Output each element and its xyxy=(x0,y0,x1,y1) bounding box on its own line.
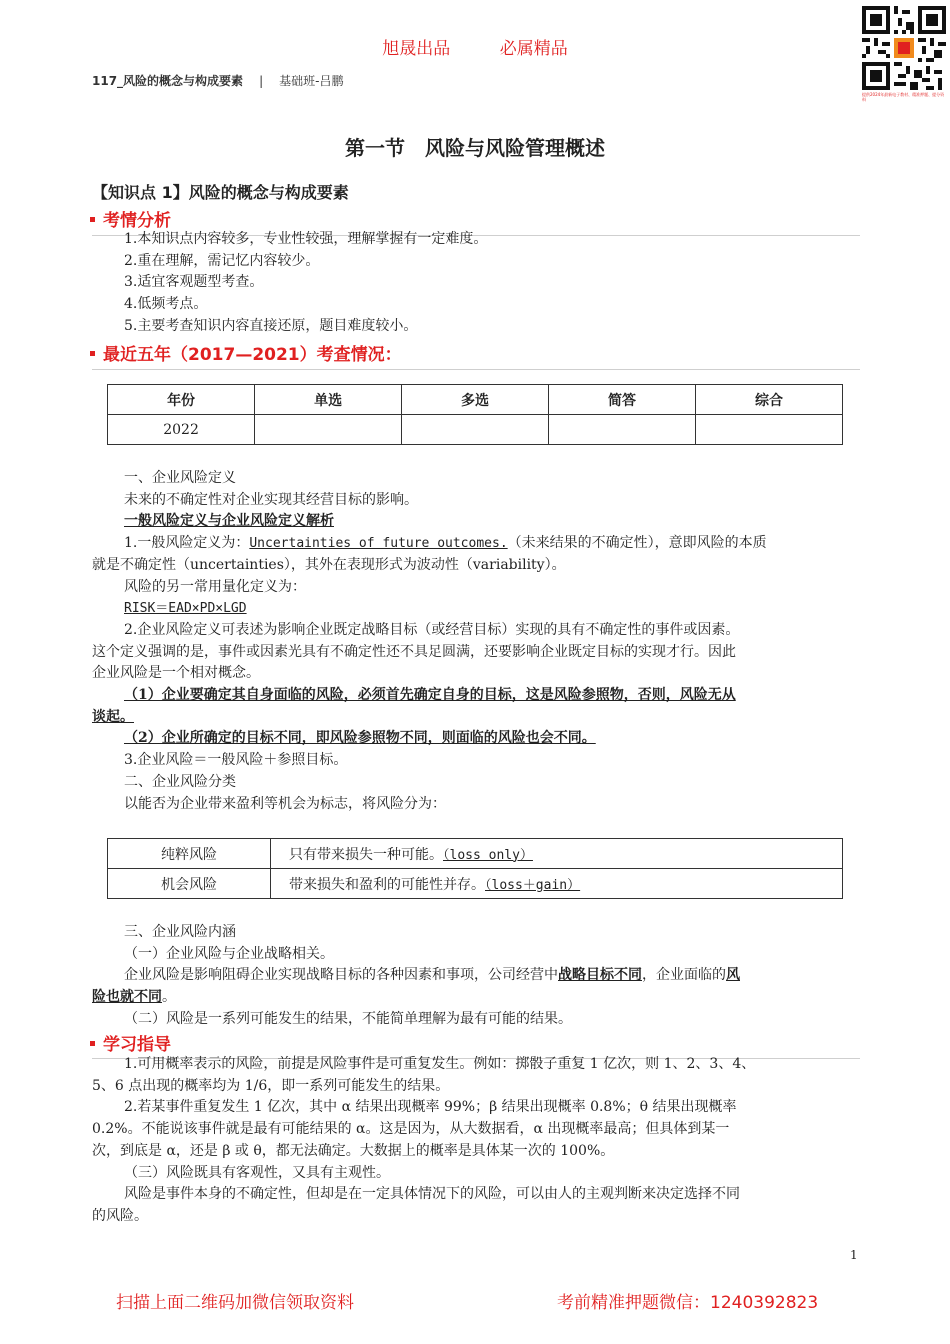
exam-analysis-heading xyxy=(90,206,171,231)
table-row xyxy=(108,839,843,869)
text-span: 企业风险是影响阻碍企业实现战略目标的各种因素和事项，公司经营中 xyxy=(124,967,558,984)
exam-history-heading xyxy=(90,340,402,365)
table-cell xyxy=(695,415,842,445)
table-header-cell: 单选 xyxy=(255,385,402,415)
paragraph: （一）企业风险与企业战略相关。 xyxy=(124,945,334,962)
table-cell xyxy=(271,839,843,869)
table-cell xyxy=(271,869,843,899)
study-guide-label: 学习指导 xyxy=(103,1035,171,1055)
table-cell: 2022 xyxy=(108,415,255,445)
list-item: 2.重在理解，需记忆内容较少。 xyxy=(124,252,320,269)
subheading-analysis: 一般风险定义与企业风险定义解析 xyxy=(124,513,334,530)
list-item: 3.适宜客观题型考查。 xyxy=(124,274,264,291)
page-title xyxy=(0,132,950,161)
exam-history-label: 最近五年（2017—2021）考查情况： xyxy=(103,345,402,365)
knowledge-point-heading: 【知识点 1】风险的概念与构成要素 xyxy=(92,183,349,202)
subheading-connotation: 三、企业风险内涵 xyxy=(124,924,236,940)
table-header-cell: 综合 xyxy=(695,385,842,415)
table-row xyxy=(108,415,843,445)
teacher-name: 基础班-吕鹏 xyxy=(279,74,344,88)
table-header-cell: 简答 xyxy=(549,385,696,415)
qr-caption: 提供2024年最新电子教材、精准押题、提分资料 xyxy=(862,92,945,102)
table-header-cell: 多选 xyxy=(402,385,549,415)
emphasis-paragraph: （1）企业要确定其自身面临的风险，必须首先确定自身的目标，这是风险参照物，否则，风险无从 xyxy=(124,687,736,704)
running-header xyxy=(92,72,343,89)
paragraph: 的风险。 xyxy=(92,1207,148,1224)
section-title: 风险与风险管理概述 xyxy=(425,136,605,160)
paragraph: 5、6 点出现的概率均为 1/6，即一系列可能发生的结果。 xyxy=(92,1077,450,1094)
text-span: ，企业面临的 xyxy=(642,967,726,984)
paragraph: （三）风险既具有客观性，又具有主观性。 xyxy=(124,1164,390,1181)
paragraph: 风险是事件本身的不确定性，但却是在一定具体情况下的风险，可以由人的主观判断来决定选择不同 xyxy=(124,1186,740,1203)
paragraph: 以能否为企业带来盈利等机会为标志，将风险分为： xyxy=(124,795,446,812)
table-header-row xyxy=(108,385,843,415)
emphasis-text: 风 xyxy=(726,967,740,984)
brand-banner xyxy=(0,34,950,59)
brand-right: 必属精品 xyxy=(499,39,568,59)
table-cell xyxy=(255,415,402,445)
paragraph: 3.企业风险＝一般风险＋参照目标。 xyxy=(124,752,348,769)
paragraph: 2.若某事件重复发生 1 亿次，其中 α 结果出现概率 99%；β 结果出现概率 0.8%；θ 结果出现概率 xyxy=(124,1099,737,1116)
qr-code-icon xyxy=(862,6,946,90)
list-item: 4.低频考点。 xyxy=(124,296,208,313)
course-title: 117_风险的概念与构成要素 xyxy=(92,74,244,88)
table-header-cell: 年份 xyxy=(108,385,255,415)
text-span: 带来损失和盈利的可能性并存。 xyxy=(289,876,485,893)
page-number: 1 xyxy=(850,1248,858,1262)
formula-text: RISK＝EAD×PD×LGD xyxy=(124,601,247,617)
list-item: 1.本知识点内容较多，专业性较强，理解掌握有一定难度。 xyxy=(124,231,488,247)
body-text-block-2 xyxy=(92,922,862,1031)
exam-analysis-label: 考情分析 xyxy=(103,211,171,231)
divider xyxy=(92,369,860,370)
text-span: 只有带来损失一种可能。 xyxy=(289,846,443,863)
table-cell xyxy=(402,415,549,445)
risk-formula xyxy=(92,598,862,620)
paragraph: 就是不确定性（uncertainties），其外在表现形式为波动性（variability）。 xyxy=(92,556,566,573)
exam-analysis-list xyxy=(92,229,862,338)
text-span: （loss＋gain） xyxy=(485,877,581,893)
header-separator: | xyxy=(259,74,264,88)
square-bullet-icon xyxy=(90,1041,95,1046)
section-number: 第一节 xyxy=(345,136,405,160)
subheading-definition: 一、企业风险定义 xyxy=(124,470,236,486)
emphasis-text: 战略目标不同 xyxy=(558,967,642,984)
paragraph: （二）风险是一系列可能发生的结果，不能简单理解为最有可能的结果。 xyxy=(124,1010,572,1027)
text-span: 。 xyxy=(162,989,176,1006)
emphasis-paragraph: （2）企业所确定的目标不同，即风险参照物不同，则面临的风险也会不同。 xyxy=(124,730,596,747)
brand-left: 旭晟出品 xyxy=(382,39,451,59)
paragraph: 未来的不确定性对企业实现其经营目标的影响。 xyxy=(124,491,418,508)
square-bullet-icon xyxy=(90,351,95,356)
paragraph: 1.可用概率表示的风险，前提是风险事件是可重复发生。例如：掷骰子重复 1 亿次，则 1、2、3、4、 xyxy=(124,1056,756,1072)
study-guide-text xyxy=(92,1054,862,1228)
text-span: （未来结果的不确定性），意即风险的本质 xyxy=(507,535,767,552)
square-bullet-icon xyxy=(90,217,95,222)
table-row xyxy=(108,869,843,899)
paragraph xyxy=(92,533,862,555)
risk-classification-table xyxy=(107,838,843,899)
paragraph: 风险的另一常用量化定义为： xyxy=(124,578,306,595)
paragraph xyxy=(92,965,862,987)
paragraph: 0.2%。不能说该事件就是最有可能结果的 α。这是因为，从大数据看，α 出现概率最高；但具体到某一 xyxy=(92,1121,730,1138)
paragraph xyxy=(92,987,862,1009)
exam-history-table xyxy=(107,384,843,445)
emphasis-text: 险也就不同 xyxy=(92,989,162,1006)
body-text-block-1 xyxy=(92,468,862,815)
footer-right: 考前精准押题微信：1240392823 xyxy=(557,1293,819,1313)
study-guide-heading xyxy=(90,1030,171,1055)
table-cell: 机会风险 xyxy=(108,869,271,899)
qr-code-image xyxy=(862,6,946,90)
paragraph: 2.企业风险定义可表述为影响企业既定战略目标（或经营目标）实现的具有不确定性的事件或因素。 xyxy=(124,621,740,638)
paragraph: 企业风险是一个相对概念。 xyxy=(92,665,260,682)
table-cell xyxy=(549,415,696,445)
table-cell: 纯粹风险 xyxy=(108,839,271,869)
text-span: 1.一般风险定义为： xyxy=(124,535,250,552)
subheading-classification: 二、企业风险分类 xyxy=(124,773,236,790)
english-definition: Uncertainties of future outcomes. xyxy=(249,536,508,552)
paragraph: 这个定义强调的是，事件或因素光具有不确定性还不具足圆满，还要影响企业既定目标的实现才行。因此 xyxy=(92,643,736,660)
text-span: （loss only） xyxy=(443,847,533,863)
footer-left: 扫描上面二维码加微信领取资料 xyxy=(116,1293,354,1313)
list-item: 5.主要考查知识内容直接还原，题目难度较小。 xyxy=(124,317,418,334)
emphasis-paragraph: 谈起。 xyxy=(92,708,134,725)
paragraph: 次，到底是 α，还是 β 或 θ，都无法确定。大数据上的概率是具体某一次的 100%。 xyxy=(92,1142,615,1159)
